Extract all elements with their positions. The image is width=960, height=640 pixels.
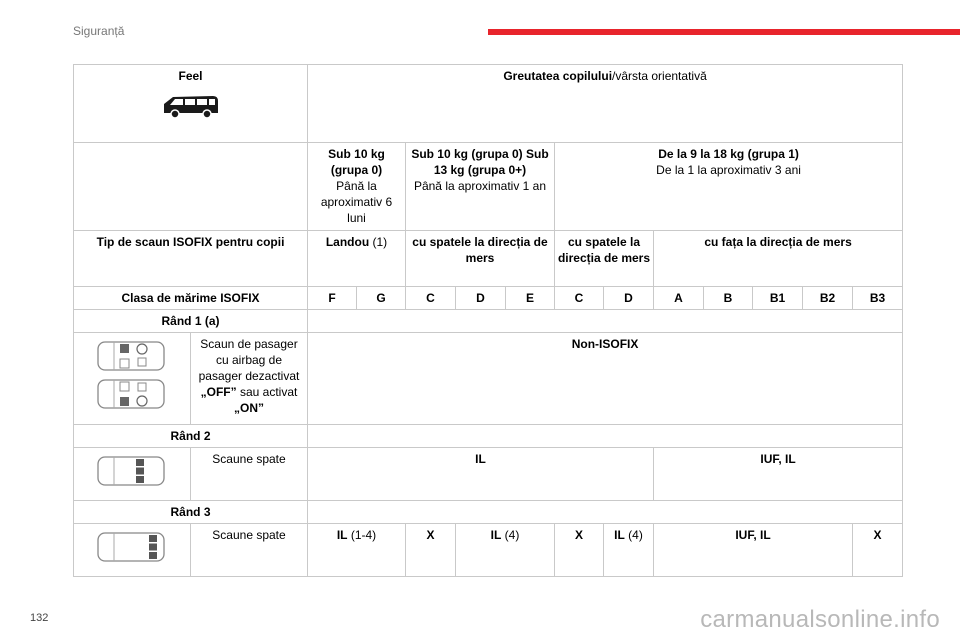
size-class: A — [654, 287, 704, 310]
landou-cell: Landou (1) — [308, 231, 406, 287]
watermark: carmanualsonline.info — [700, 606, 940, 633]
empty-cell — [308, 501, 903, 524]
row-2-seat-desc: Scaune spate — [191, 448, 308, 501]
forward-facing-cell: cu fața la direcția de mers — [654, 231, 903, 287]
row-2-value: IL — [308, 448, 654, 501]
group-0-cell: Sub 10 kg (grupa 0) Până la aproximativ 6 luni — [308, 143, 406, 231]
row-3-value: X — [555, 524, 604, 577]
page-number: 132 — [30, 612, 49, 624]
size-class: C — [555, 287, 604, 310]
car-second-row-seats-icon — [96, 453, 168, 489]
row-1-value: Non-ISOFIX — [308, 333, 903, 425]
empty-cell — [308, 310, 903, 333]
row-3-value: IL (1-4) — [308, 524, 406, 577]
car-front-seat-airbag-on-icon — [96, 376, 168, 412]
group-0-plus-cell: Sub 10 kg (grupa 0) Sub 13 kg (grupa 0+) Până la aproximativ 1 an — [406, 143, 555, 231]
table-row — [74, 425, 903, 448]
table-row — [74, 501, 903, 524]
size-class: B1 — [753, 287, 803, 310]
weight-header: Greutatea copilului/vârsta orientativă — [308, 65, 903, 143]
table-row — [74, 333, 903, 425]
row-1-label: Rând 1 (a) — [74, 310, 308, 333]
row-3-label: Rând 3 — [74, 501, 308, 524]
header-accent-bar — [488, 29, 960, 35]
size-class: B — [704, 287, 753, 310]
row-2-label: Rând 2 — [74, 425, 308, 448]
size-class: C — [406, 287, 456, 310]
row-3-value: X — [406, 524, 456, 577]
size-class-label: Clasa de mărime ISOFIX — [74, 287, 308, 310]
table-row — [74, 448, 903, 501]
row-2-value: IUF, IL — [654, 448, 903, 501]
row-3-value: X — [853, 524, 903, 577]
empty-cell — [74, 143, 308, 231]
isofix-table — [73, 64, 903, 577]
row-3-value: IL (4) — [456, 524, 555, 577]
car-third-row-seats-icon — [96, 529, 168, 565]
size-class: D — [604, 287, 654, 310]
vehicle-cell — [74, 65, 308, 143]
table-row — [74, 143, 903, 231]
size-class: G — [357, 287, 406, 310]
car-front-seat-airbag-off-icon — [96, 338, 168, 374]
row-1-seat-desc: Scaun de pasager cu airbag de pasager dezactivat „OFF” sau activat „ON” — [191, 333, 308, 425]
size-class: D — [456, 287, 506, 310]
row-3-diagram-cell — [74, 524, 191, 577]
row-1-diagram-cell — [74, 333, 191, 425]
table-row — [74, 231, 903, 287]
empty-cell — [308, 425, 903, 448]
row-3-value: IUF, IL — [654, 524, 853, 577]
size-class: E — [506, 287, 555, 310]
table-row — [74, 287, 903, 310]
size-class: B3 — [853, 287, 903, 310]
section-title: Siguranță — [73, 24, 125, 38]
size-class: B2 — [803, 287, 853, 310]
seat-type-label: Tip de scaun ISOFIX pentru copii — [74, 231, 308, 287]
group-1-cell: De la 9 la 18 kg (grupa 1) De la 1 la aproximativ 3 ani — [555, 143, 903, 231]
table-row — [74, 310, 903, 333]
table-row — [74, 524, 903, 577]
row-2-diagram-cell — [74, 448, 191, 501]
rear-facing-cell: cu spatele la direcția de mers — [406, 231, 555, 287]
feel-label: Feel — [178, 69, 203, 83]
van-side-icon — [161, 92, 221, 120]
row-3-value: IL (4) — [604, 524, 654, 577]
rear-facing-cell: cu spatele la direcția de mers — [555, 231, 654, 287]
table-row — [74, 65, 903, 143]
size-class: F — [308, 287, 357, 310]
row-3-seat-desc: Scaune spate — [191, 524, 308, 577]
